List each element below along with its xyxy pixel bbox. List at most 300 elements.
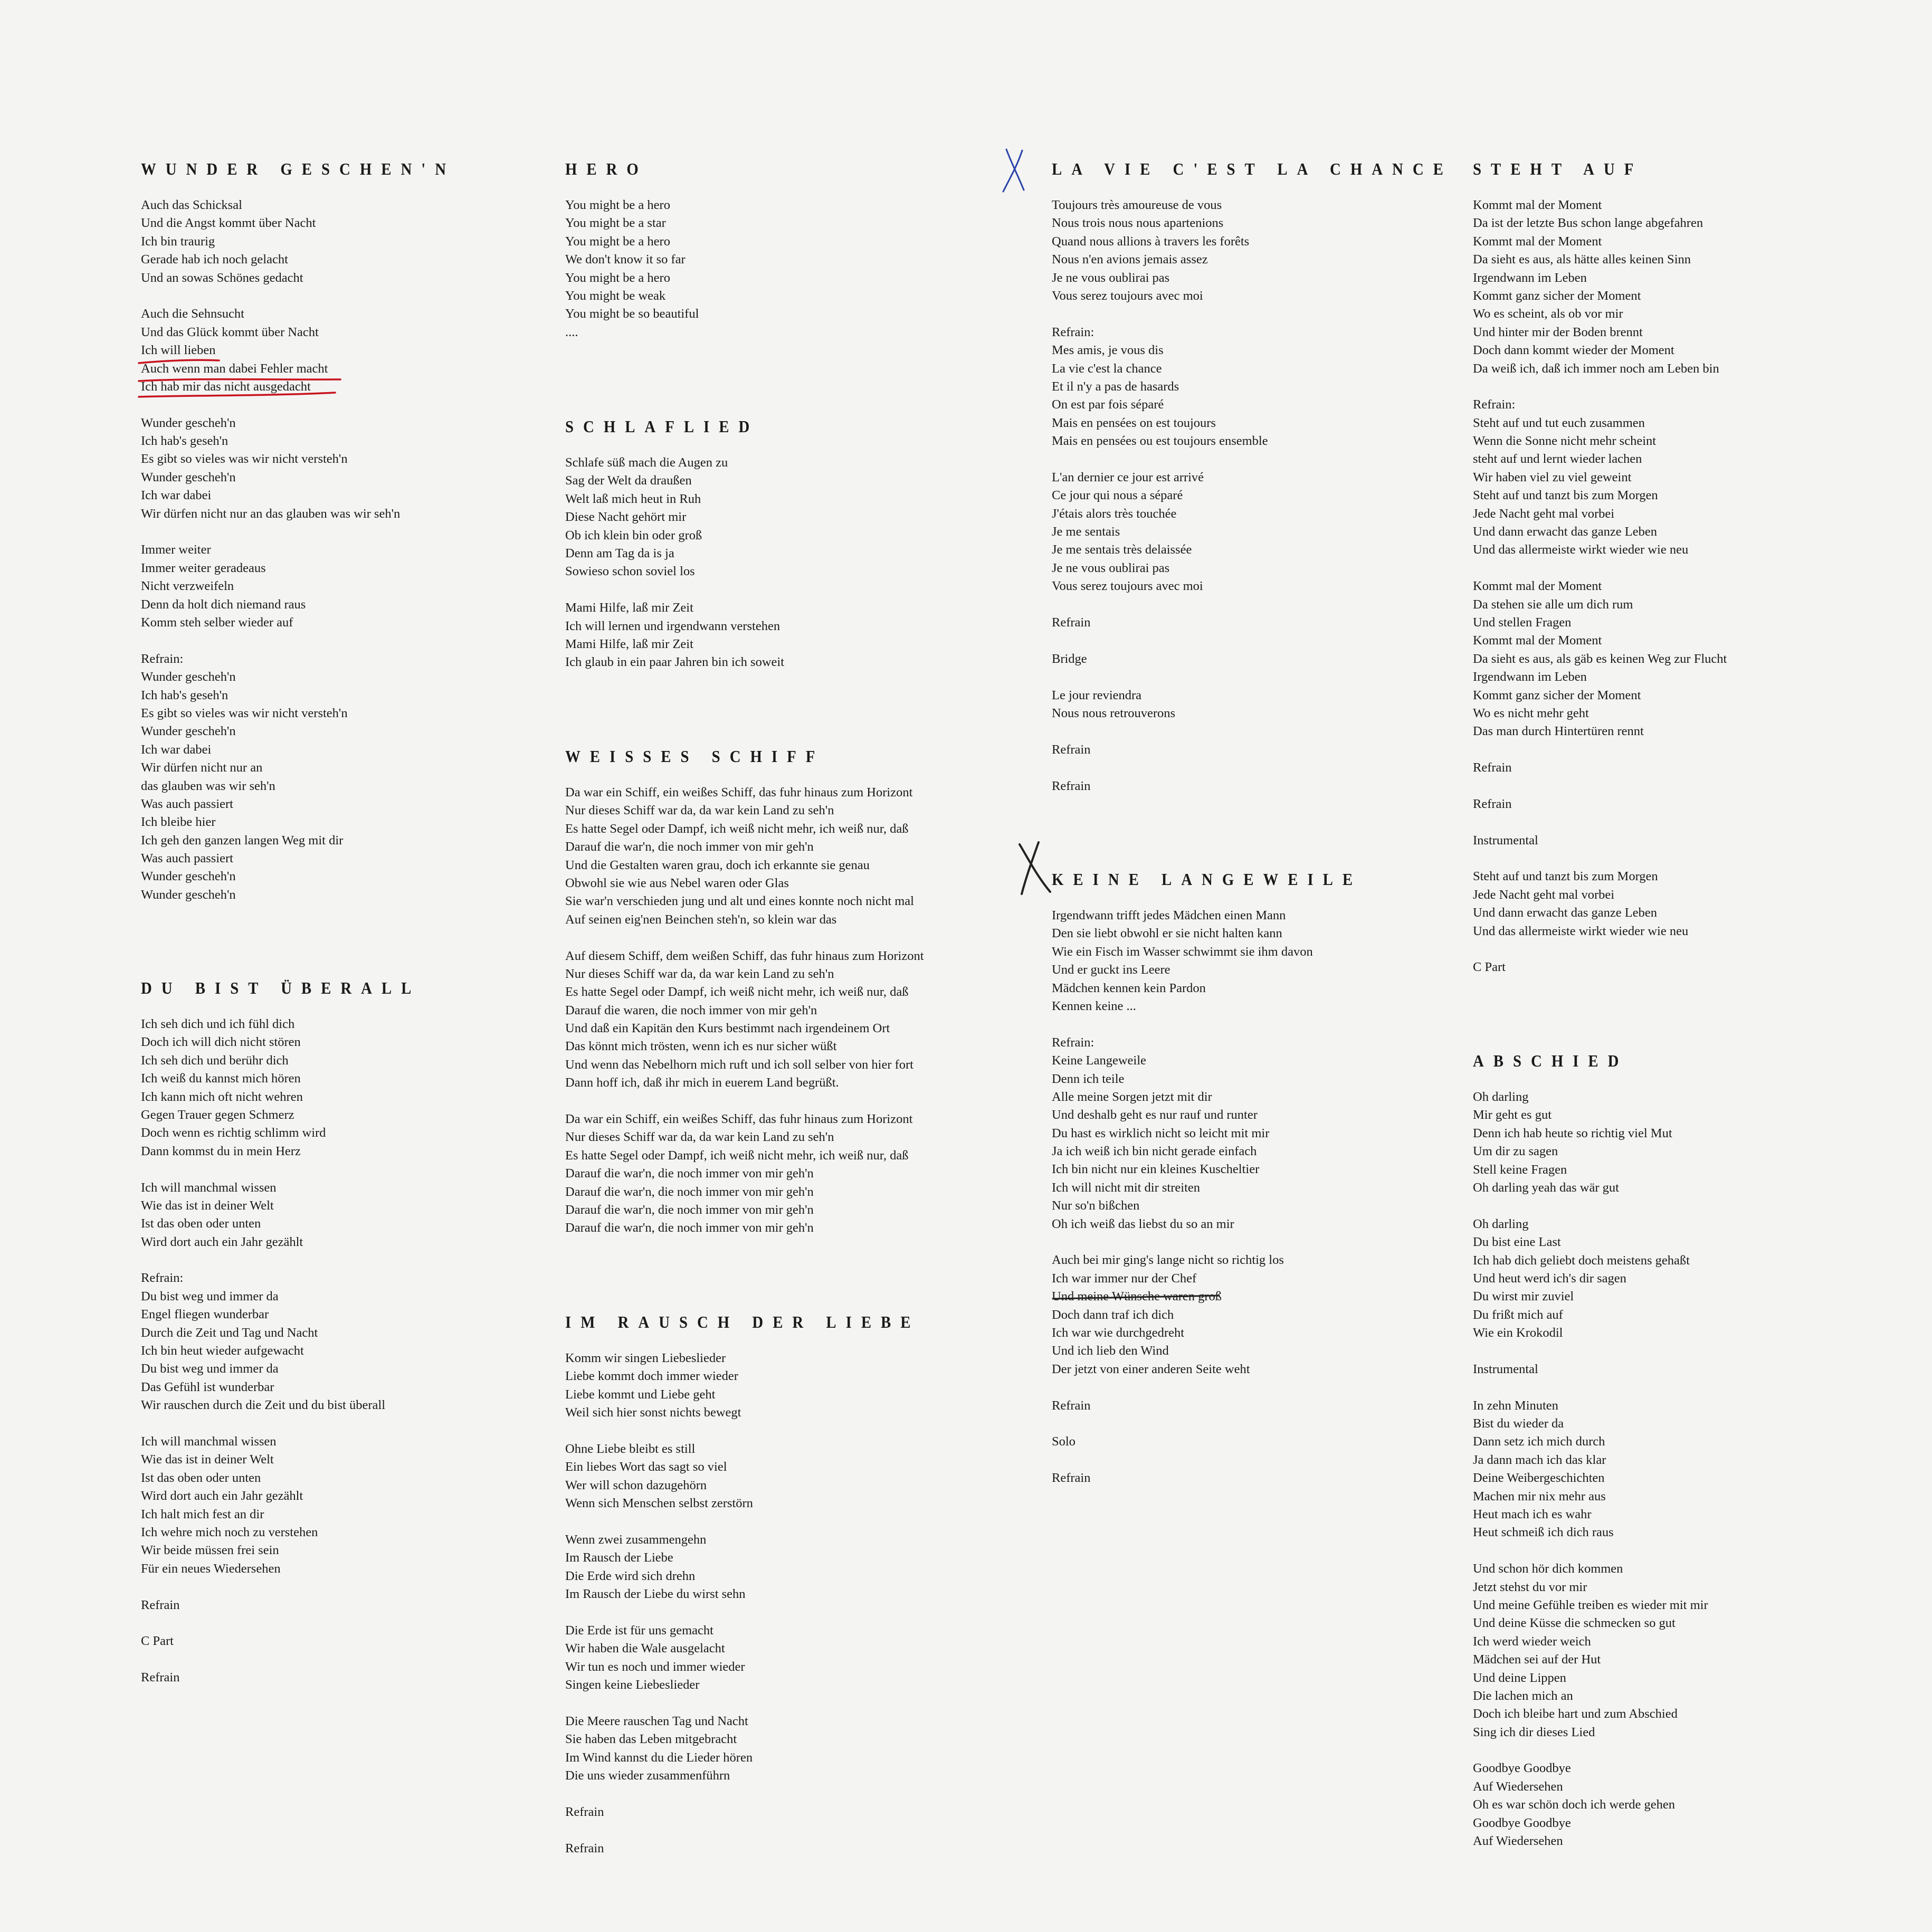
lyric-line: Oh darling (1473, 1090, 1529, 1104)
lyric-line: Mais en pensées on est toujours (1052, 415, 1216, 430)
lyric-line: Und das Glück kommt über Nacht (141, 325, 319, 339)
lyric-line: Und die Gestalten waren grau, doch ich erkannte sie genau (565, 858, 870, 872)
stanza-gap (1473, 940, 1885, 958)
lyric-line: Wir dürfen nicht nur an das glauben was wir seh'n (141, 506, 401, 521)
lyric-line: Immer weiter (141, 543, 211, 557)
lyric-line: Auf diesem Schiff, dem weißen Schiff, das fuhr hinaus zum Horizont (565, 948, 924, 963)
lyric-line: Da war ein Schiff, ein weißes Schiff, das fuhr hinaus zum Horizont (565, 785, 913, 800)
lyric-line: Refrain (1052, 1398, 1091, 1413)
lyric-line: Ich hab mir das nicht ausgedacht (141, 379, 311, 394)
stanza-gap (1473, 1741, 1885, 1759)
lyric-line: Auf Wiedersehen (1473, 1834, 1563, 1849)
lyric-line: Ich will manchmal wissen (141, 1434, 277, 1449)
song-abschied (1473, 1050, 1885, 1850)
lyric-line: .... (565, 325, 578, 339)
song-im-rausch-der-liebe (565, 1311, 977, 1858)
stanza-gap (565, 1422, 977, 1440)
lyric-line: Steht auf und tanzt bis zum Morgen (1473, 869, 1658, 884)
lyric-line: Und das allermeiste wirkt wieder wie neu (1473, 543, 1689, 557)
lyric-line: Ich weiß du kannst mich hören (141, 1071, 301, 1086)
lyric-line: Kommt mal der Moment (1473, 198, 1602, 212)
lyric-line: Ich hab's geseh'n (141, 434, 229, 449)
lyric-line: Nur so'n bißchen (1052, 1198, 1140, 1213)
lyric-line: Du bist weg und immer da (141, 1289, 279, 1303)
lyric-line: You might be a hero (565, 234, 670, 249)
lyric-line: Refrain (565, 1804, 604, 1819)
lyric-line: Da ist der letzte Bus schon lange abgefahren (1473, 216, 1703, 231)
stanza-gap (1473, 378, 1885, 396)
lyric-line: Denn am Tag da is ja (565, 546, 674, 560)
lyric-line: Kommt mal der Moment (1473, 579, 1602, 594)
song-wunder-geschehn (141, 158, 553, 904)
lyric-line: Singen keine Liebeslieder (565, 1678, 700, 1692)
lyric-line: Doch ich will dich nicht stören (141, 1035, 301, 1050)
black-x-mark (1013, 839, 1055, 897)
lyric-line: Ich will lieben (141, 343, 216, 358)
lyric-line: Und wenn das Nebelhorn mich ruft und ich soll selber von hier fort (565, 1057, 913, 1072)
lyric-line: Refrain (1473, 796, 1512, 811)
lyric-line: Ich bin heut wieder aufgewacht (141, 1344, 304, 1358)
lyric-line: Refrain: (1052, 325, 1095, 339)
lyric-line: You might be a hero (565, 198, 670, 212)
lyric-line: Da sieht es aus, als gäb es keinen Weg zur Flucht (1473, 651, 1727, 666)
song-lyrics (565, 1349, 977, 1858)
lyric-line: Auch das Schicksal (141, 198, 242, 212)
lyric-line: Wird dort auch ein Jahr gezählt (141, 1234, 303, 1249)
lyric-line: Vous serez toujours avec moi (1052, 288, 1203, 303)
lyric-line: Es gibt so vieles was wir nicht versteh'n (141, 452, 348, 467)
lyric-line: Wunder gescheh'n (141, 670, 236, 684)
lyric-line: Irgendwann trifft jedes Mädchen einen Mann (1052, 908, 1286, 922)
lyric-line: Darauf die war'n, die noch immer von mir geh'n (565, 1166, 814, 1181)
lyric-line: Und deshalb geht es nur rauf und runter (1052, 1108, 1258, 1122)
lyric-line: Ich bin nicht nur ein kleines Kuscheltier (1052, 1162, 1260, 1177)
lyric-line: Solo (1052, 1434, 1076, 1449)
stanza-gap (1052, 305, 1463, 323)
lyric-line: Dann hoff ich, daß ihr mich in euerem Land begrüßt. (565, 1076, 839, 1090)
lyric-line: Oh ich weiß das liebst du so an mir (1052, 1216, 1234, 1231)
stanza-gap (1473, 741, 1885, 759)
lyric-line: Irgendwann im Leben (1473, 670, 1587, 684)
lyric-line: Doch dann traf ich dich (1052, 1307, 1174, 1322)
stanza-gap (141, 1415, 553, 1433)
lyric-line: Refrain: (141, 651, 184, 666)
lyric-line: Wie ein Krokodil (1473, 1326, 1563, 1340)
lyric-line: Und das allermeiste wirkt wieder wie neu (1473, 924, 1689, 938)
song-lyrics (141, 1015, 553, 1687)
lyric-line: You might be so beautiful (565, 307, 699, 321)
lyric-line: Es hatte Segel oder Dampf, ich weiß nicht mehr, ich weiß nur, daß (565, 1148, 909, 1163)
lyric-line: Jede Nacht geht mal vorbei (1473, 506, 1615, 521)
lyric-line: Und stellen Fragen (1473, 615, 1572, 630)
stanza-gap (1052, 668, 1463, 686)
lyric-line: Komm steh selber wieder auf (141, 615, 293, 630)
lyric-line: J'étais alors très touchée (1052, 506, 1177, 521)
lyric-line: Durch die Zeit und Tag und Nacht (141, 1325, 318, 1340)
lyric-line: C Part (141, 1634, 174, 1649)
lyric-line: Mir geht es gut (1473, 1108, 1552, 1122)
lyric-line: Nous n'en avions jemais assez (1052, 252, 1208, 267)
lyric-line: Ich seh dich und ich fühl dich (141, 1017, 295, 1031)
stanza-gap (1473, 850, 1885, 868)
lyric-line: Stell keine Fragen (1473, 1162, 1567, 1177)
lyric-line: Mais en pensées ou est toujours ensemble (1052, 434, 1268, 449)
lyric-line: Ich will nicht mit dir streiten (1052, 1180, 1201, 1195)
song-title: HERO (565, 159, 648, 178)
lyric-line: Und die Angst kommt über Nacht (141, 216, 316, 231)
lyric-line: Ich halt mich fest an dir (141, 1507, 264, 1521)
lyric-line: Ich bin traurig (141, 234, 215, 249)
song-lyrics (1052, 907, 1463, 1488)
lyric-line: Schlafe süß mach die Augen zu (565, 455, 728, 470)
lyric-line: Denn da holt dich niemand raus (141, 597, 306, 612)
lyric-line: Mädchen sei auf der Hut (1473, 1652, 1601, 1667)
song-lyrics (565, 196, 977, 341)
lyric-line: Das Gefühl ist wunderbar (141, 1379, 274, 1394)
lyric-line: Ich hab's geseh'n (141, 688, 229, 702)
lyric-line: Und dann erwacht das ganze Leben (1473, 525, 1657, 539)
song-title: STEHT AUF (1473, 159, 1643, 178)
stanza-gap (1473, 1542, 1885, 1560)
lyric-line: Mami Hilfe, laß mir Zeit (565, 601, 693, 615)
lyric-line: Steht auf und tanzt bis zum Morgen (1473, 488, 1658, 503)
lyric-line: Refrain: (1473, 397, 1516, 412)
song-lyrics (1473, 1088, 1885, 1850)
lyric-line: Und hinter mir der Boden brennt (1473, 325, 1643, 339)
lyric-line: Sie haben das Leben mitgebracht (565, 1732, 737, 1747)
lyric-line: Nous trois nous nous apartenions (1052, 216, 1224, 231)
lyric-line: Im Rausch der Liebe (565, 1550, 673, 1565)
lyric-line: Alle meine Sorgen jetzt mit dir (1052, 1089, 1212, 1104)
lyric-line: Den sie liebt obwohl er sie nicht halten kann (1052, 926, 1282, 941)
song-title: WEISSES SCHIFF (565, 747, 825, 766)
lyric-line: Ich will lernen und irgendwann verstehen (565, 618, 781, 633)
lyric-line: Wie das ist in deiner Welt (141, 1198, 274, 1213)
song-lyrics (1473, 196, 1885, 977)
lyric-line: Wird dort auch ein Jahr gezählt (141, 1489, 303, 1503)
song-hero (565, 158, 977, 341)
lyric-line: Und ich lieb den Wind (1052, 1344, 1169, 1358)
lyric-line: Wunder gescheh'n (141, 470, 236, 484)
lyric-line: Die Meere rauschen Tag und Nacht (565, 1714, 748, 1728)
lyric-line: Refrain (1052, 615, 1091, 630)
song-la-vie-cest-la-chance (1052, 158, 1463, 795)
lyric-line: Auf seinen eig'nen Beinchen steh'n, so klein war das (565, 912, 837, 927)
lyric-line: Da stehen sie alle um dich rum (1473, 597, 1633, 612)
lyric-line: Das man durch Hintertüren rennt (1473, 724, 1644, 739)
lyric-line: Ich wehre mich noch zu verstehen (141, 1525, 318, 1539)
song-schlaflied (565, 416, 977, 672)
stanza-gap (1052, 450, 1463, 468)
lyric-line: Wo es nicht mehr geht (1473, 706, 1589, 720)
lyric-line: Sowieso schon soviel los (565, 564, 695, 579)
song-keine-langeweile (1052, 869, 1463, 1488)
song-du-bist-ueberall (141, 977, 553, 1687)
lyric-line: Quand nous allions à travers les forêts (1052, 234, 1250, 249)
lyric-line: Auch die Sehnsucht (141, 307, 244, 321)
lyric-line: Sag der Welt da draußen (565, 473, 692, 488)
lyric-line: In zehn Minuten (1473, 1398, 1558, 1413)
lyric-line: Ist das oben oder unten (141, 1216, 261, 1231)
lyric-line: Liebe kommt doch immer wieder (565, 1369, 738, 1384)
lyric-line: Wir haben viel zu viel geweint (1473, 470, 1632, 484)
stanza-gap (565, 1092, 977, 1110)
stanza-gap (1473, 559, 1885, 577)
lyric-line: Refrain (1052, 742, 1091, 757)
lyric-line: Um dir zu sagen (1473, 1144, 1558, 1159)
lyric-line: Vous serez toujours avec moi (1052, 579, 1203, 594)
lyric-line: Doch wenn es richtig schlimm wird (141, 1126, 326, 1140)
lyric-line: Ein liebes Wort das sagt so viel (565, 1460, 727, 1474)
lyric-line: Goodbye Goodbye (1473, 1815, 1571, 1830)
lyric-line: Wir haben die Wale ausgelacht (565, 1641, 725, 1656)
lyric-line: Auf Wiedersehen (1473, 1779, 1563, 1794)
song-title: LA VIE C'EST LA CHANCE (1052, 159, 1453, 178)
lyric-line: Wunder gescheh'n (141, 415, 236, 430)
stanza-gap (141, 1251, 553, 1269)
lyric-line: Wir dürfen nicht nur an (141, 760, 263, 775)
lyric-line: Je me sentais très delaissée (1052, 543, 1192, 557)
lyric-line: Sing ich dir dieses Lied (1473, 1725, 1595, 1739)
lyric-line: Engel fliegen wunderbar (141, 1307, 269, 1322)
lyric-line: Diese Nacht gehört mir (565, 510, 687, 525)
lyric-line: Doch dann kommt wieder der Moment (1473, 343, 1674, 358)
lyric-line: Der jetzt von einer anderen Seite weht (1052, 1362, 1250, 1376)
lyric-line: Immer weiter geradeaus (141, 560, 266, 575)
stanza-gap (1473, 1342, 1885, 1360)
lyric-line: Refrain (1052, 1471, 1091, 1486)
lyric-line: Auch wenn man dabei Fehler macht (141, 361, 328, 376)
stanza-gap (565, 1694, 977, 1712)
lyric-line: Ce jour qui nous a séparé (1052, 488, 1183, 503)
lyric-line: Wir rauschen durch die Zeit und du bist überall (141, 1398, 386, 1413)
stanza-gap (565, 1785, 977, 1803)
lyric-line: Wunder gescheh'n (141, 869, 236, 884)
lyric-line: Nous nous retrouverons (1052, 706, 1176, 720)
lyric-line: Was auch passiert (141, 851, 233, 866)
lyric-line: Für ein neues Wiedersehen (141, 1561, 281, 1576)
stanza-gap (1052, 1378, 1463, 1396)
lyric-line: You might be weak (565, 288, 666, 303)
lyric-line: Jetzt stehst du vor mir (1473, 1579, 1587, 1594)
lyric-line: Darauf die war'n, die noch immer von mir geh'n (565, 1221, 814, 1235)
stanza-gap (1473, 1197, 1885, 1215)
lyric-line: Ist das oben oder unten (141, 1470, 261, 1485)
song-lyrics (565, 454, 977, 672)
lyric-line: Ich war immer nur der Chef (1052, 1271, 1197, 1286)
lyric-line: Liebe kommt und Liebe geht (565, 1387, 716, 1402)
lyric-line: Weil sich hier sonst nichts bewegt (565, 1405, 741, 1420)
lyric-line: Ob ich klein bin oder groß (565, 528, 702, 543)
lyric-line: Keine Langeweile (1052, 1053, 1146, 1068)
lyric-line: Kennen keine ... (1052, 998, 1136, 1013)
stanza-gap (1052, 1415, 1463, 1433)
lyric-line: Refrain (141, 1597, 180, 1612)
lyric-line: Machen mir nix mehr aus (1473, 1489, 1606, 1503)
lyric-line: Was auch passiert (141, 796, 233, 811)
lyric-line: Ich kann mich oft nicht wehren (141, 1089, 303, 1104)
lyric-line: Und schon hör dich kommen (1473, 1562, 1623, 1576)
lyric-line: On est par fois séparé (1052, 397, 1164, 412)
song-steht-auf (1473, 158, 1885, 977)
lyric-line: Wer will schon dazugehörn (565, 1478, 707, 1492)
lyric-line: Ich war dabei (141, 742, 212, 757)
lyric-line: Refrain (141, 1670, 180, 1685)
lyric-line: Wie ein Fisch im Wasser schwimmt sie ihm davon (1052, 944, 1313, 959)
lyric-line: Wenn sich Menschen selbst zerstörn (565, 1496, 753, 1511)
lyric-line: Wir tun es noch und immer wieder (565, 1659, 745, 1674)
lyric-line: Und meine Wünsche waren groß (1052, 1289, 1222, 1304)
lyric-line: Du frißt mich auf (1473, 1307, 1563, 1322)
lyric-line: Und an sowas Schönes gedacht (141, 270, 303, 285)
lyric-line: das glauben was wir seh'n (141, 778, 275, 793)
lyric-line: steht auf und lernt wieder lachen (1473, 452, 1642, 467)
lyric-line: Ohne Liebe bleibt es still (565, 1441, 696, 1456)
lyric-line: Ich geh den ganzen langen Weg mit dir (141, 833, 344, 848)
lyric-line: Du hast es wirklich nicht so leicht mit mir (1052, 1126, 1270, 1140)
lyric-line: You might be a star (565, 216, 666, 231)
lyric-line: Wunder gescheh'n (141, 724, 236, 739)
song-weisses-schiff (565, 746, 977, 1238)
lyric-line: Refrain (1473, 760, 1512, 775)
lyric-line: Ja dann mach ich das klar (1473, 1452, 1606, 1467)
lyric-line: Und heut werd ich's dir sagen (1473, 1271, 1626, 1286)
lyric-line: Darauf die war'n, die noch immer von mir geh'n (565, 1202, 814, 1217)
song-lyrics (565, 784, 977, 1238)
lyric-line: Ja ich weiß ich bin nicht gerade einfach (1052, 1144, 1257, 1159)
song-lyrics (141, 196, 553, 904)
lyric-line: Refrain: (1052, 1035, 1095, 1050)
lyric-line: Und dann erwacht das ganze Leben (1473, 906, 1657, 920)
stanza-gap (1052, 759, 1463, 777)
blue-x-mark (1000, 145, 1032, 195)
lyric-line: Irgendwann im Leben (1473, 270, 1587, 285)
lyric-line: Ich glaub in ein paar Jahren bin ich soweit (565, 655, 785, 670)
lyric-line: Refrain: (141, 1271, 184, 1286)
lyric-line: Ich seh dich und berühr dich (141, 1053, 289, 1068)
lyric-line: Ich werd wieder weich (1473, 1634, 1591, 1649)
lyric-line: Denn ich teile (1052, 1071, 1125, 1086)
lyric-line: Doch ich bleibe hart und zum Abschied (1473, 1707, 1678, 1721)
lyric-line: Und meine Gefühle treiben es wieder mit mir (1473, 1597, 1708, 1612)
lyric-line: La vie c'est la chance (1052, 361, 1162, 376)
song-title: WUNDER GESCHEN'N (141, 159, 456, 178)
stanza-gap (141, 396, 553, 414)
lyric-line: Mami Hilfe, laß mir Zeit (565, 636, 693, 651)
lyric-line: Wir beide müssen frei sein (141, 1543, 279, 1558)
lyric-line: Je me sentais (1052, 525, 1120, 539)
stanza-gap (141, 1651, 553, 1669)
lyric-line: Es gibt so vieles was wir nicht versteh'n (141, 706, 348, 720)
lyric-line: Dann setz ich mich durch (1473, 1434, 1605, 1449)
lyric-line: Nur dieses Schiff war da, da war kein Land zu seh'n (565, 966, 834, 981)
song-title: SCHLAFLIED (565, 417, 759, 436)
lyric-line: Jede Nacht geht mal vorbei (1473, 887, 1615, 902)
lyric-line: Bridge (1052, 651, 1087, 666)
stanza-gap (565, 1513, 977, 1531)
lyric-line: Denn ich hab heute so richtig viel Mut (1473, 1126, 1672, 1140)
lyric-line: Du bist eine Last (1473, 1235, 1561, 1250)
lyric-line: Ich war wie durchgedreht (1052, 1325, 1185, 1340)
lyric-line: Et il n'y a pas de hasards (1052, 379, 1179, 394)
lyric-line: Le jour reviendra (1052, 688, 1142, 702)
stanza-gap (141, 1614, 553, 1632)
song-lyrics (1052, 196, 1463, 795)
stanza-gap (565, 929, 977, 947)
lyric-line: Kommt ganz sicher der Moment (1473, 688, 1641, 702)
lyric-line: Refrain (565, 1841, 604, 1855)
stanza-gap (1052, 1451, 1463, 1469)
stanza-gap (141, 287, 553, 305)
lyric-line: Oh es war schön doch ich werde gehen (1473, 1797, 1676, 1812)
stanza-gap (565, 1821, 977, 1839)
lyric-line: Und deine Lippen (1473, 1670, 1566, 1685)
lyric-line: Wenn die Sonne nicht mehr scheint (1473, 434, 1657, 449)
lyric-line: Das könnt mich trösten, wenn ich es nur sicher wüßt (565, 1039, 837, 1054)
lyric-line: Die Erde ist für uns gemacht (565, 1623, 713, 1638)
lyric-line: Je ne vous oublirai pas (1052, 560, 1170, 575)
lyric-line: Kommt ganz sicher der Moment (1473, 288, 1641, 303)
lyric-line: Die uns wieder zusammenführn (565, 1768, 730, 1783)
lyric-line: Kommt mal der Moment (1473, 633, 1602, 648)
song-title: KEINE LANGEWEILE (1052, 870, 1363, 889)
lyric-line: Nicht verzweifeln (141, 579, 234, 594)
lyric-line: Mädchen kennen kein Pardon (1052, 981, 1206, 995)
lyric-line: Da sieht es aus, als hätte alles keinen Sinn (1473, 252, 1691, 267)
lyric-line: You might be a hero (565, 270, 670, 285)
lyric-line: Ich bleibe hier (141, 815, 216, 830)
stanza-gap (141, 523, 553, 541)
lyric-line: We don't know it so far (565, 252, 686, 267)
lyric-line: Ich war dabei (141, 488, 212, 503)
stanza-gap (1473, 777, 1885, 795)
lyric-line: Gegen Trauer gegen Schmerz (141, 1107, 294, 1122)
lyric-line: Welt laß mich heut in Ruh (565, 491, 701, 506)
lyric-line: Und daß ein Kapitän den Kurs bestimmt nach irgendeinem Ort (565, 1021, 890, 1036)
lyric-line: Oh darling (1473, 1216, 1529, 1231)
song-title: ABSCHIED (1473, 1051, 1629, 1070)
lyric-line: Heut mach ich es wahr (1473, 1507, 1592, 1521)
stanza-gap (1052, 596, 1463, 614)
lyric-line: Darauf die waren, die noch immer von mir geh'n (565, 1003, 817, 1017)
lyric-line: Goodbye Goodbye (1473, 1761, 1571, 1776)
lyric-line: Nur dieses Schiff war da, da war kein Land zu seh'n (565, 803, 834, 818)
lyric-line: Da weiß ich, daß ich immer noch am Leben bin (1473, 361, 1719, 376)
stanza-gap (1052, 632, 1463, 650)
lyric-line: Heut schmeiß ich dich raus (1473, 1525, 1614, 1540)
lyric-line: Im Wind kannst du die Lieder hören (565, 1750, 753, 1765)
lyric-line: L'an dernier ce jour est arrivé (1052, 470, 1204, 484)
lyric-line: Ich will manchmal wissen (141, 1180, 277, 1195)
lyric-line: Die Erde wird sich drehn (565, 1568, 696, 1583)
lyric-line: Oh darling yeah das wär gut (1473, 1180, 1619, 1195)
stanza-gap (1473, 1378, 1885, 1396)
stanza-gap (141, 1578, 553, 1596)
lyric-line: Deine Weibergeschichten (1473, 1471, 1605, 1486)
lyric-line: Du bist weg und immer da (141, 1362, 279, 1376)
lyric-line: Wenn zwei zusammengehn (565, 1532, 707, 1547)
lyric-line: Toujours très amoureuse de vous (1052, 198, 1222, 212)
stanza-gap (141, 1160, 553, 1178)
lyric-line: Bist du wieder da (1473, 1416, 1564, 1431)
lyric-line: Sie war'n verschieden jung und alt und eines konnte noch nicht mal (565, 894, 914, 909)
lyric-line: Refrain (1052, 778, 1091, 793)
stanza-gap (141, 632, 553, 650)
lyric-line: Wie das ist in deiner Welt (141, 1452, 274, 1467)
lyric-line: Darauf die war'n, die noch immer von mir geh'n (565, 840, 814, 854)
stanza-gap (1052, 722, 1463, 740)
lyric-line: Nur dieses Schiff war da, da war kein Land zu seh'n (565, 1130, 834, 1145)
